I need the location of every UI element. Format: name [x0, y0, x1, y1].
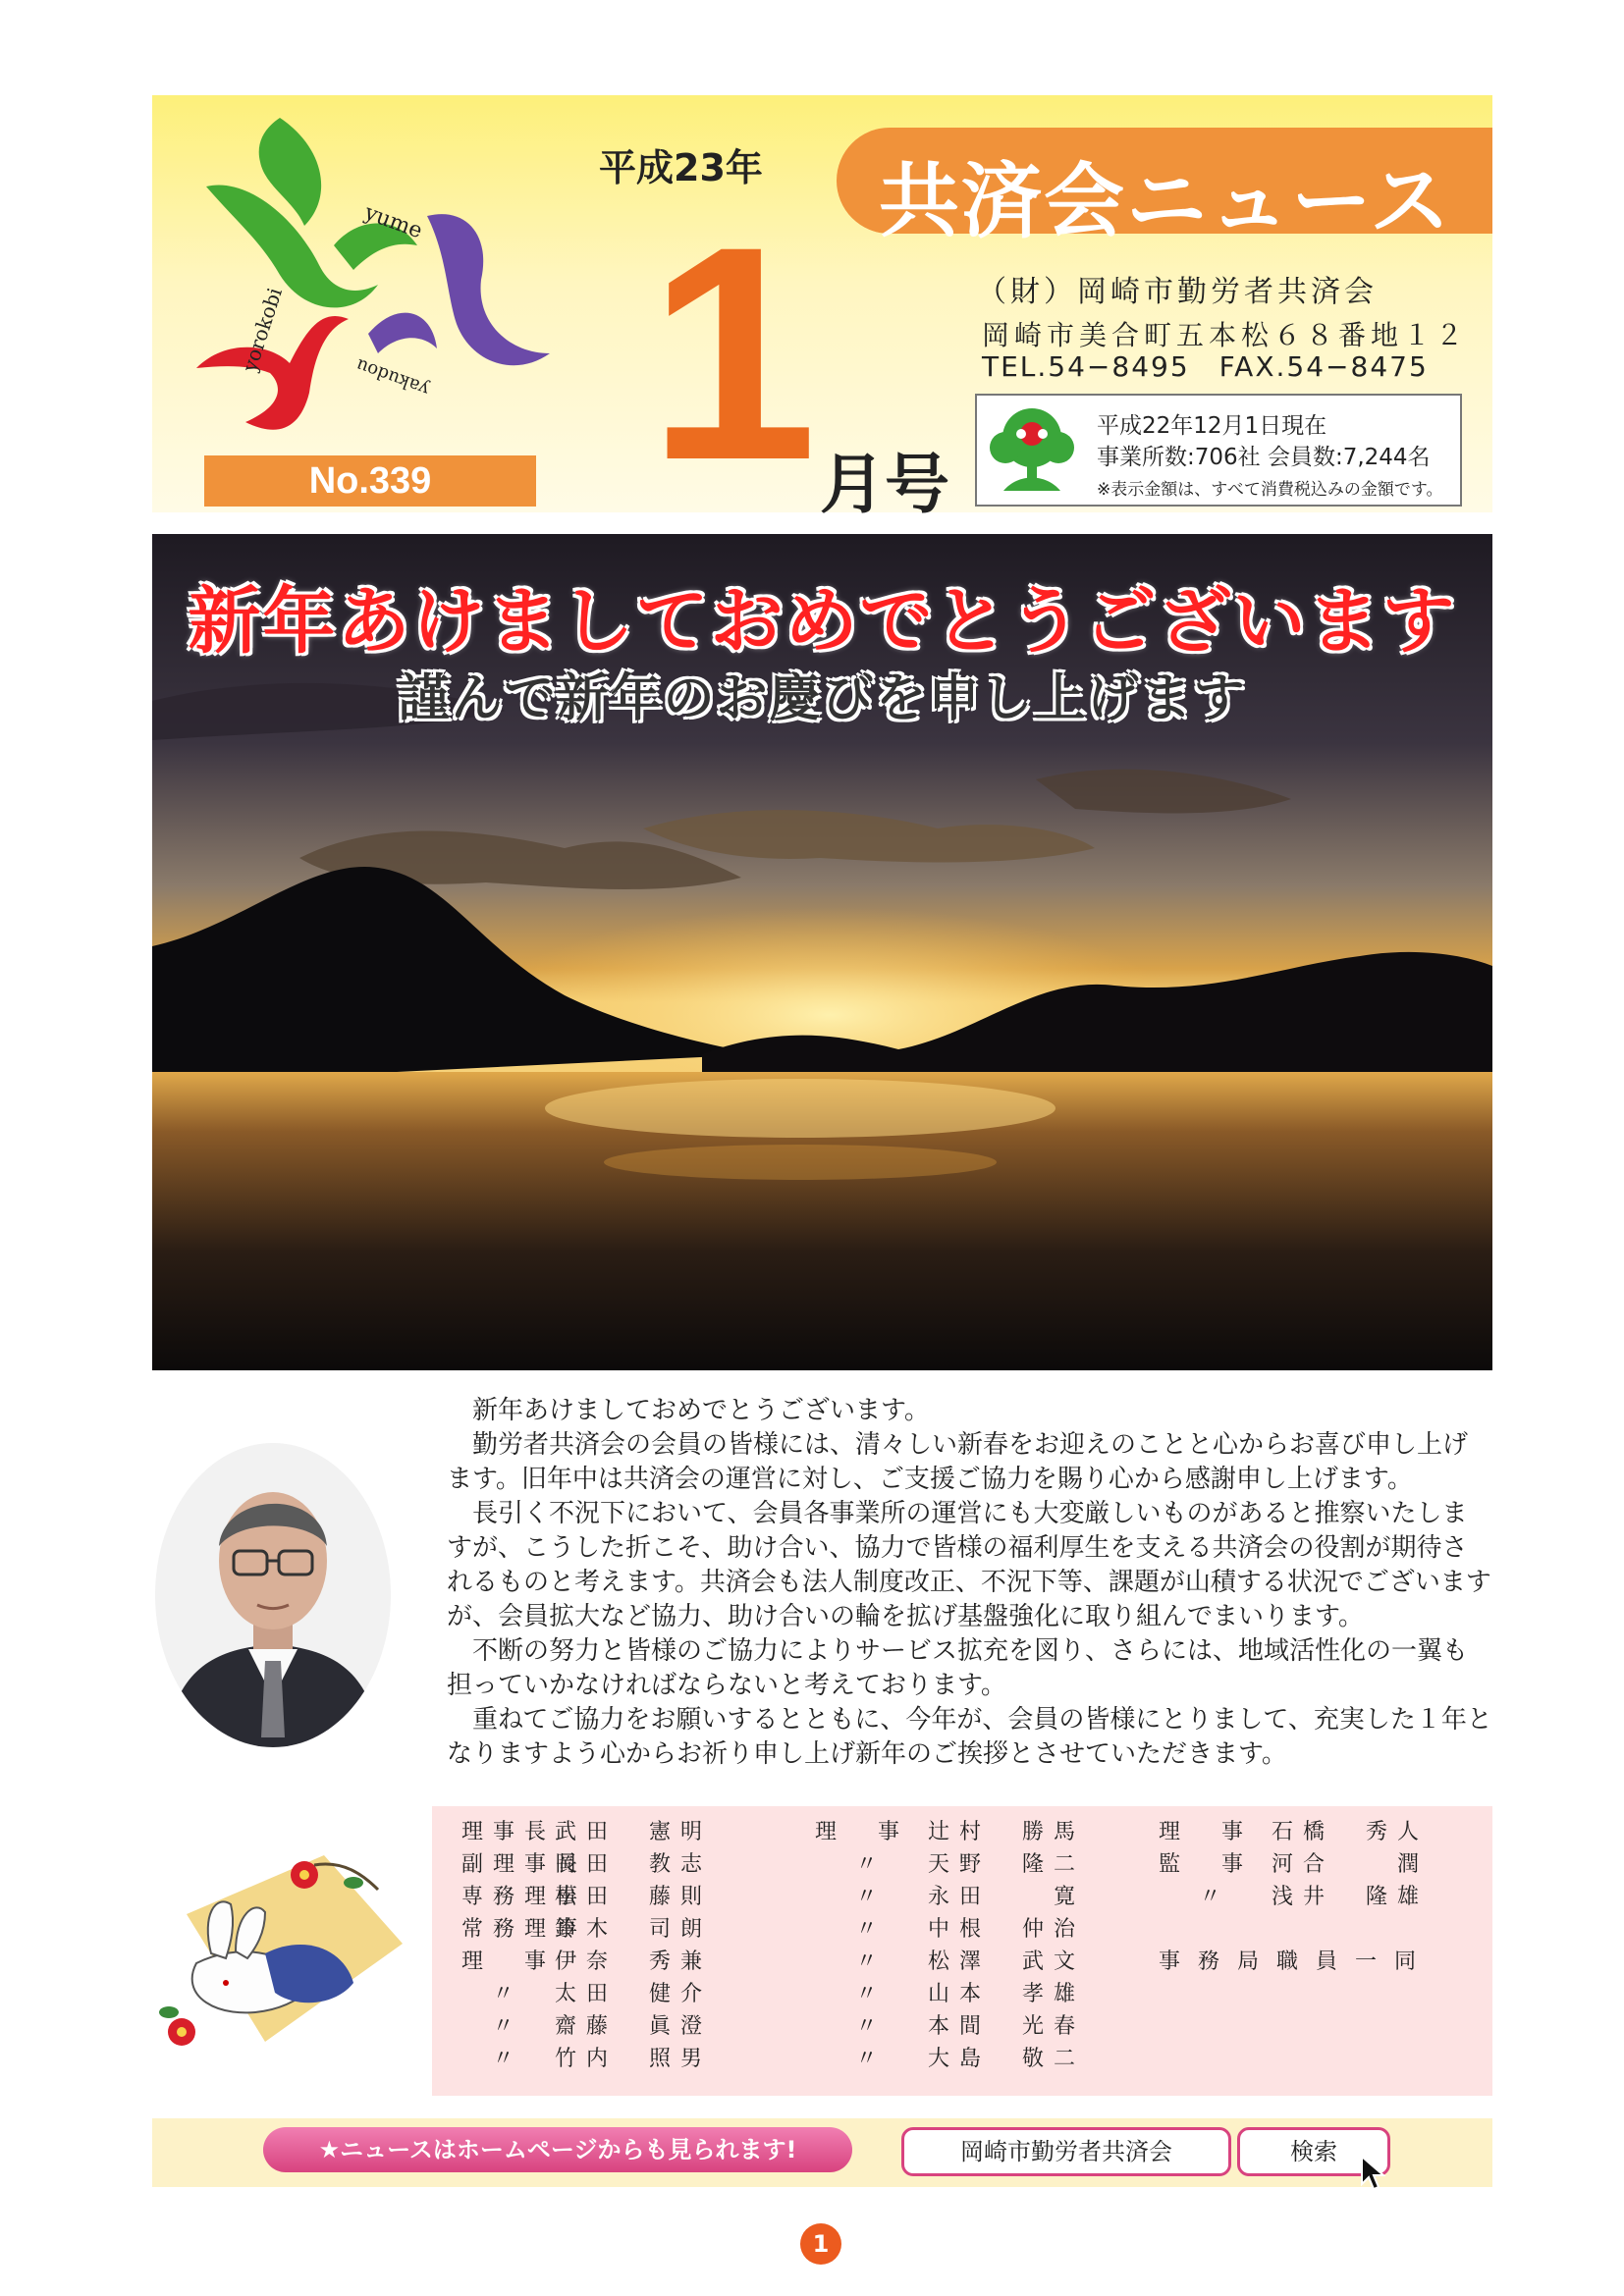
- officer-row: [461, 1881, 712, 1913]
- officer-row: [815, 2043, 1085, 2075]
- search-term-box[interactable]: 岡崎市勤労者共済会: [901, 2127, 1231, 2176]
- officer-role: 監 事: [1159, 1852, 1254, 1877]
- officer-name: 武田 憲明: [555, 1820, 713, 1844]
- officer-name: 竹内 照男: [555, 2047, 713, 2071]
- officer-row: [461, 1913, 712, 1946]
- officer-role: 〃: [492, 2047, 524, 2071]
- officer-role: 理 事: [815, 1820, 910, 1844]
- officer-name: 伊奈 秀兼: [555, 1949, 713, 1974]
- officer-name: 山本 孝雄: [928, 1982, 1086, 2006]
- officer-role: 〃: [492, 1982, 524, 2006]
- officer-name: 松田 藤則: [555, 1885, 713, 1909]
- officer-row: [815, 1978, 1085, 2010]
- issue-year: 平成23年: [599, 146, 763, 189]
- officer-row: [461, 1816, 712, 1848]
- officer-name: 浅井 隆雄: [1272, 1885, 1430, 1909]
- chairman-portrait: [155, 1443, 391, 1747]
- officer-name: 鈴木 司朗: [555, 1917, 713, 1942]
- officer-name: 太田 健介: [555, 1982, 713, 2006]
- message-paragraph: 不断の努力と皆様のご協力によりサービス拡充を図り、さらには、地域活性化の一翼も担っていかなければならないと考えております。: [447, 1636, 1469, 1700]
- organization-phone-fax: TEL.54−8495 FAX.54−8475: [982, 350, 1429, 383]
- stats-counts: 事業所数:706社 会員数:7,244名: [1097, 445, 1431, 470]
- officers-column-3: [1159, 1816, 1434, 1978]
- organization-name: （財）岡崎市勤労者共済会: [977, 275, 1378, 309]
- secretariat-staff: 事務局職員一同: [1159, 1949, 1435, 1974]
- new-year-subgreeting: 謹んで新年のお慶びを申し上げます: [398, 668, 1247, 728]
- officer-row: [1159, 1913, 1434, 1946]
- officer-role: 理 事: [1159, 1820, 1254, 1844]
- officer-row: [1159, 1848, 1434, 1881]
- officer-role: 理事長: [461, 1820, 557, 1844]
- officer-role: 〃: [1199, 1885, 1231, 1909]
- stats-as-of-date: 平成22年12月1日現在: [1097, 413, 1327, 439]
- yume-yorokobi-yakudou-logo: [187, 108, 560, 442]
- officer-row: [461, 1848, 712, 1881]
- officer-role: 〃: [855, 1885, 888, 1909]
- officer-role: 〃: [855, 1949, 888, 1974]
- officer-role: 理 事: [461, 1949, 557, 1974]
- rabbit-new-year-illustration: [157, 1836, 417, 2061]
- officer-role: 〃: [855, 1917, 888, 1942]
- homepage-notice-banner: ★ニュースはホームページからも見られます!: [263, 2127, 852, 2172]
- mouse-cursor-icon: [1360, 2155, 1389, 2192]
- officer-name: 中根 仲治: [928, 1917, 1086, 1942]
- officer-role: 専務理事: [461, 1885, 588, 1909]
- officer-row: [1159, 1946, 1434, 1978]
- message-paragraph: 新年あけましておめでとうございます。: [472, 1396, 930, 1425]
- officer-role: 常務理事: [461, 1917, 588, 1942]
- issue-number-badge: No.339: [204, 455, 536, 507]
- logo-word-yakudou: yakudou: [352, 353, 432, 400]
- page-number: 1: [800, 2223, 841, 2265]
- officer-name: 松澤 武文: [928, 1949, 1086, 1974]
- stats-tax-note: ※表示金額は、すべて消費税込みの金額です。: [1097, 480, 1443, 500]
- officer-name: 本間 光春: [928, 2014, 1086, 2039]
- officer-name: 石橋 秀人: [1272, 1820, 1430, 1844]
- portrait-image: [155, 1443, 391, 1747]
- officer-name: 天野 隆二: [928, 1852, 1086, 1877]
- officers-column-1: [461, 1816, 712, 2075]
- officer-row: [815, 1946, 1085, 1978]
- sunset-lake-photo: [152, 534, 1492, 1370]
- officer-row: [815, 1848, 1085, 1881]
- search-button[interactable]: 検索: [1237, 2127, 1390, 2176]
- officer-role: 〃: [855, 2014, 888, 2039]
- issue-month-number: 1: [648, 183, 818, 523]
- officer-role: 副理事長: [461, 1852, 588, 1877]
- message-paragraph: 長引く不況下において、会員各事業所の運営にも大変厳しいものがあると推察いたしますが、こうした折こそ、助け合い、協力で皆様の福利厚生を支える共済会の役割が期待されるものと考えます。共済会も法人制度改正、不況下等、課題が山積する状況でございますが、会員拡大など協力、助け合いの輪を拡げ基盤強化に取り組んでまいります。: [447, 1499, 1491, 1631]
- officer-name: 齋藤 眞澄: [555, 2014, 713, 2039]
- logo-word-yorokobi: yorokobi: [237, 285, 288, 375]
- newsletter-title: 共済会ニュース: [879, 155, 1452, 248]
- officer-row: [461, 1978, 712, 2010]
- officer-row: [815, 1881, 1085, 1913]
- officer-name: 河合 潤: [1272, 1852, 1430, 1877]
- message-paragraph: 重ねてご協力をお願いするとともに、今年が、会員の皆様にとりまして、充実した１年となりますよう心からお祈り申し上げ新年のご挨拶とさせていただきます。: [447, 1705, 1492, 1769]
- officer-name: 大島 敬二: [928, 2047, 1086, 2071]
- officer-row: [815, 2010, 1085, 2043]
- officer-name: 岡田 教志: [555, 1852, 713, 1877]
- officer-row: [815, 1913, 1085, 1946]
- officer-role: 〃: [492, 2014, 524, 2039]
- new-year-greeting: 新年あけましておめでとうございます: [188, 579, 1457, 664]
- logo-word-yume: yume: [360, 200, 426, 244]
- message-paragraph: 勤労者共済会の会員の皆様には、清々しい新春をお迎えのことと心からお喜び申し上げます。旧年中は共済会の運営に対し、ご支援ご協力を賜り心から感謝申し上げます。: [447, 1430, 1469, 1494]
- officer-row: [1159, 1881, 1434, 1913]
- issue-month-suffix: 月号: [820, 447, 949, 522]
- officer-row: [461, 2043, 712, 2075]
- organization-address: 岡崎市美合町五本松６８番地１２: [982, 319, 1469, 351]
- officer-row: [1159, 1816, 1434, 1848]
- officer-role: 〃: [855, 2047, 888, 2071]
- officer-row: [815, 1816, 1085, 1848]
- officer-name: 永田 寛: [928, 1885, 1086, 1909]
- officer-row: [461, 1946, 712, 1978]
- officer-role: 〃: [855, 1852, 888, 1877]
- officer-role: 〃: [855, 1982, 888, 2006]
- officer-row: [461, 2010, 712, 2043]
- officer-name: 辻村 勝馬: [928, 1820, 1086, 1844]
- officers-column-2: [815, 1816, 1085, 2075]
- new-year-message: [447, 1394, 1492, 1772]
- tree-mascot-icon: [984, 404, 1080, 495]
